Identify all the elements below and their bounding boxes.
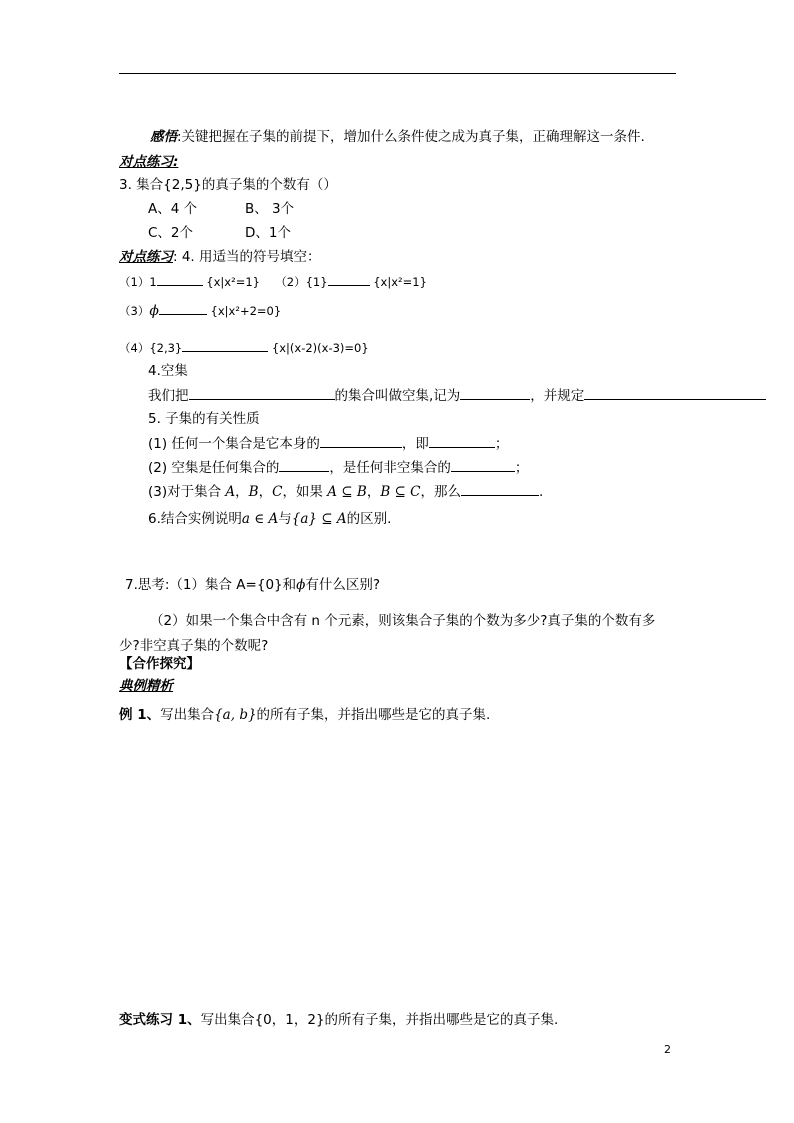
q4-stem: : 4. 用适当的符号填空： xyxy=(173,249,321,265)
props-period: . xyxy=(538,484,544,500)
props-comma-2: ， xyxy=(258,484,273,500)
set-b: B xyxy=(248,484,259,500)
blank-9[interactable] xyxy=(429,434,495,448)
q6-text-c: 的区别. xyxy=(346,511,392,527)
props-p3d: ，如果 xyxy=(282,484,328,500)
q7-line-3: 少?非空真子集的个数呢? xyxy=(119,638,269,654)
example-1-line xyxy=(119,706,490,724)
a-subset-b: A ⊆ B xyxy=(327,484,367,500)
empty-set-text-2: 的集合叫做空集,记为 xyxy=(334,388,461,404)
props-p3a: (3)对于集合 xyxy=(148,484,226,500)
insight-line xyxy=(150,128,645,146)
props-line-2 xyxy=(148,458,528,477)
insight-text: :关键把握在子集的前提下，增加什么条件使之成为真子集，正确理解这一条件. xyxy=(177,129,645,145)
q4-row-2 xyxy=(119,301,281,320)
blank-1[interactable] xyxy=(157,272,203,286)
blank-2[interactable] xyxy=(328,272,370,286)
set-a: A xyxy=(225,484,236,500)
q4-row-1 xyxy=(119,272,427,291)
q6-text-a: 6.结合实例说明 xyxy=(148,511,242,527)
props-p2c: ； xyxy=(514,460,529,476)
blank-5[interactable] xyxy=(189,386,335,400)
props-comma-1: ， xyxy=(235,484,249,500)
empty-set-text-3: ，并规定 xyxy=(530,388,585,404)
q4-r1d: {x|x²=1} xyxy=(373,275,427,289)
empty-set-heading: 4.空集 xyxy=(148,363,188,379)
blank-7[interactable] xyxy=(584,386,766,400)
q6-text-b: 与 xyxy=(278,511,292,527)
props-comma-3: ， xyxy=(366,484,381,500)
q3-option-b: B、 3个 xyxy=(245,201,295,217)
set-a-subset: {a} ⊆ A xyxy=(291,511,347,527)
example-1-label: 例 1、 xyxy=(119,707,161,723)
practice-label: 对点练习: xyxy=(119,154,179,170)
q7-line-2: （2）如果一个集合中含有 n 个元素，则该集合子集的个数为多少?真子集的个数有多 xyxy=(150,613,656,629)
blank-6[interactable] xyxy=(460,386,530,400)
empty-set-line xyxy=(148,386,766,405)
set-ab: {a, b} xyxy=(214,707,257,723)
coop-heading: 【合作探究】 xyxy=(119,656,200,672)
header-rule xyxy=(119,73,676,74)
variant-1-label: 变式练习 1、 xyxy=(119,1012,201,1028)
q4-r2b: {x|x²+2=0} xyxy=(210,304,282,318)
example-1-text-a: 写出集合 xyxy=(160,707,215,723)
props-heading: 5. 子集的有关性质 xyxy=(148,411,260,427)
a-in-a: a ∈ A xyxy=(241,511,279,527)
blank-11[interactable] xyxy=(451,458,515,472)
q7-text-b: 有什么区别? xyxy=(305,577,380,593)
q4-label: 对点练习 xyxy=(119,249,173,265)
b-subset-c: B ⊆ C xyxy=(380,484,421,500)
props-p2a: (2) 空集是任何集合的 xyxy=(148,460,280,476)
variant-1-line xyxy=(119,1011,558,1029)
q3-option-c: C、2个 xyxy=(148,225,194,241)
q4-heading xyxy=(119,248,321,266)
empty-set-symbol: ϕ xyxy=(149,303,159,319)
set-c: C xyxy=(272,484,283,500)
q4-row-3 xyxy=(119,338,369,357)
q6-line xyxy=(148,510,391,528)
q4-r1b: {x|x²=1} xyxy=(206,275,260,289)
q4-r2a: （3） xyxy=(119,304,150,318)
q4-r1a: （1）1 xyxy=(119,275,157,289)
example-1-text-b: 的所有子集，并指出哪些是它的真子集. xyxy=(256,707,491,723)
props-p1a: (1) 任何一个集合是它本身的 xyxy=(148,436,320,452)
blank-8[interactable] xyxy=(320,434,402,448)
props-p1b: ，即 xyxy=(401,436,429,452)
blank-4[interactable] xyxy=(182,338,268,352)
q4-r3b: {x|(x-2)(x-3)=0} xyxy=(271,341,369,355)
props-p2b: ，是任何非空集合的 xyxy=(329,460,451,476)
props-p3h: ，那么 xyxy=(420,484,461,500)
props-p1c: ； xyxy=(494,436,509,452)
example-label: 典例精析 xyxy=(119,678,173,694)
props-line-3 xyxy=(148,482,543,501)
q4-r1c: （2）{1} xyxy=(275,275,328,289)
empty-set-symbol-2: ϕ xyxy=(296,577,306,593)
insight-label: 感悟 xyxy=(150,129,177,145)
blank-3[interactable] xyxy=(159,301,207,315)
q7-text-a: 7.思考:（1）集合 A={0}和 xyxy=(125,577,297,593)
q3-option-d: D、1个 xyxy=(245,225,291,241)
q3-option-a: A、4 个 xyxy=(148,201,198,217)
q3-stem: 3. 集合{2,5}的真子集的个数有（） xyxy=(119,177,337,193)
q7-line-1 xyxy=(125,576,380,594)
blank-12[interactable] xyxy=(461,482,539,496)
q4-r3a: （4）{2,3} xyxy=(119,341,183,355)
page-number: 2 xyxy=(664,1043,671,1056)
props-line-1 xyxy=(148,434,508,453)
empty-set-text-1: 我们把 xyxy=(148,388,189,404)
variant-1-text: 写出集合{0，1，2}的所有子集，并指出哪些是它的真子集. xyxy=(200,1012,559,1028)
blank-10[interactable] xyxy=(279,458,329,472)
